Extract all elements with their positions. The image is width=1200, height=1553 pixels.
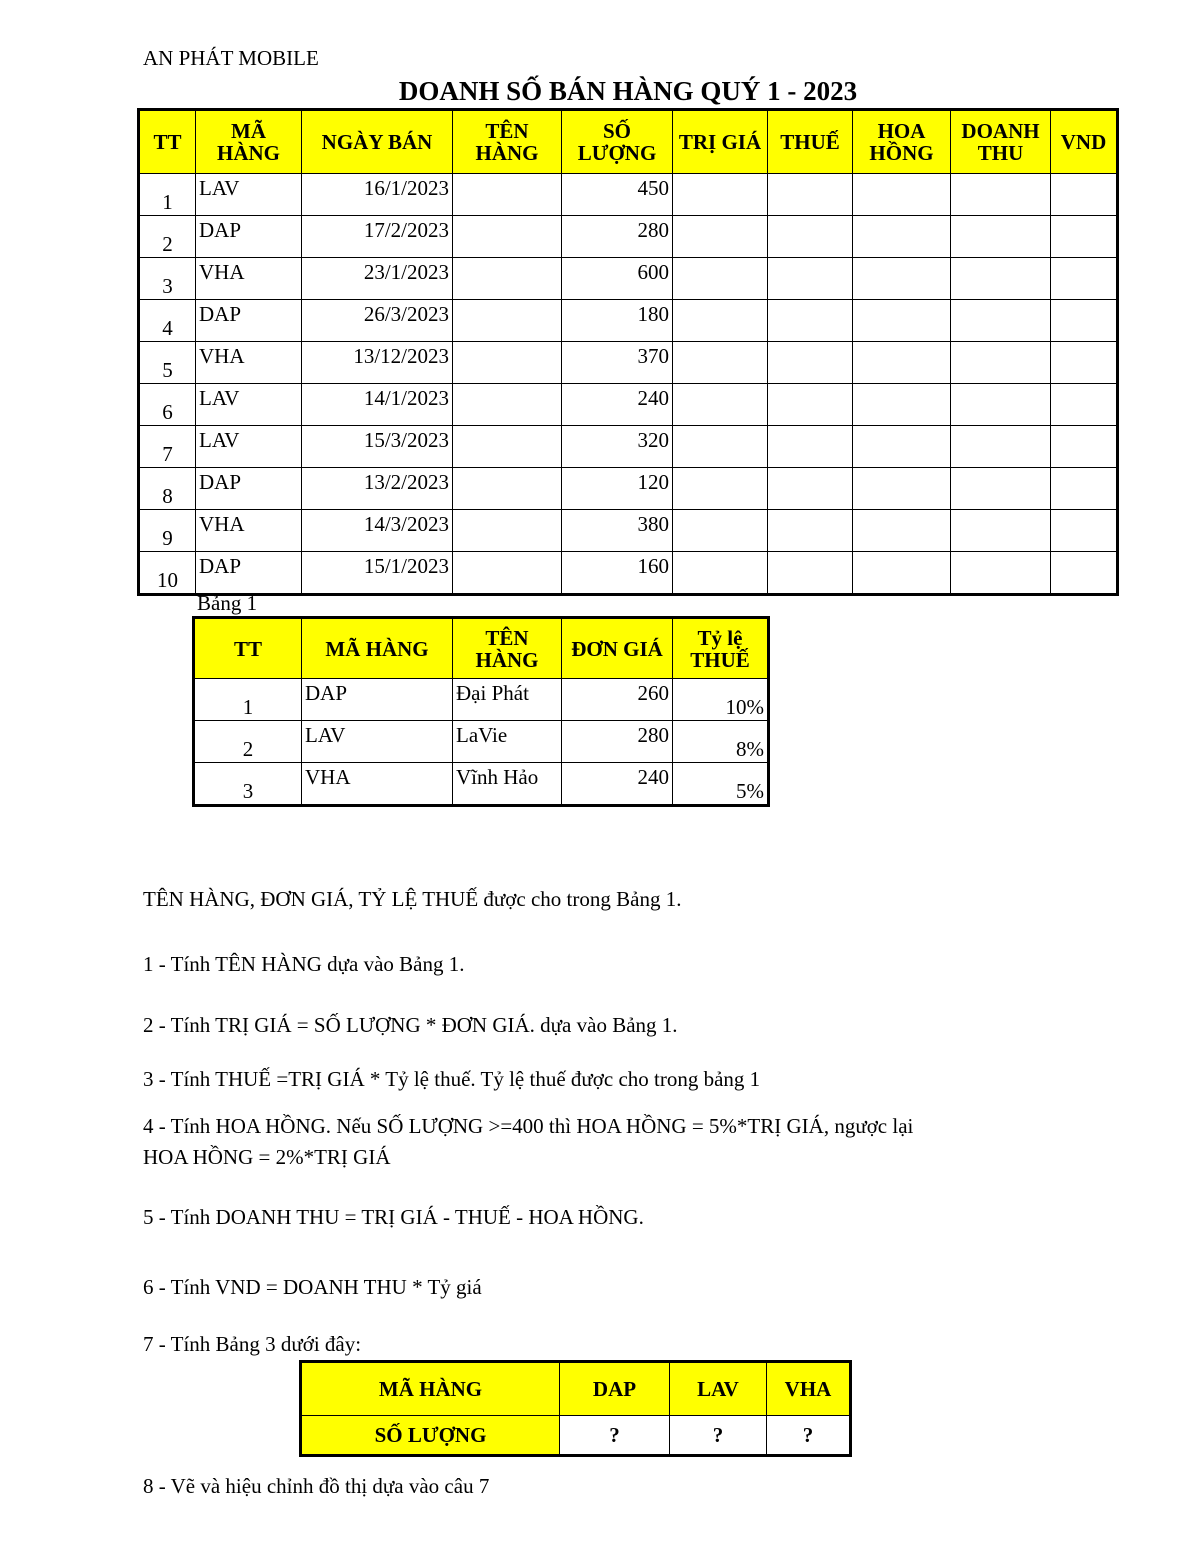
quantity: 280 bbox=[562, 216, 673, 258]
unit-price: 240 bbox=[562, 763, 673, 806]
instruction-8: 8 - Vẽ và hiệu chỉnh đồ thị dựa vào câu 7 bbox=[143, 1474, 490, 1498]
revenue-cell bbox=[951, 216, 1051, 258]
col-header-hoa-hong: HOA HỒNG bbox=[853, 110, 951, 174]
col-header-ten-hang: TÊN HÀNG bbox=[453, 110, 562, 174]
instruction-2: 2 - Tính TRỊ GIÁ = SỐ LƯỢNG * ĐƠN GIÁ. dựa vào Bảng 1. bbox=[143, 1013, 678, 1037]
t3-label-so-luong: SỐ LƯỢNG bbox=[301, 1416, 560, 1456]
row-number: 6 bbox=[139, 384, 196, 426]
product-name-cell bbox=[453, 258, 562, 300]
t3-code-lav: LAV bbox=[670, 1362, 767, 1416]
page-title: DOANH SỐ BÁN HÀNG QUÝ 1 - 2023 bbox=[398, 76, 858, 106]
table-row bbox=[139, 258, 1118, 300]
t1-header-ma-hang: MÃ HÀNG bbox=[302, 618, 453, 679]
product-code: VHA bbox=[196, 510, 302, 552]
row-number: 9 bbox=[139, 510, 196, 552]
unit-price: 260 bbox=[562, 679, 673, 721]
product-name: Vĩnh Hảo bbox=[453, 763, 562, 806]
revenue-cell bbox=[951, 552, 1051, 595]
quantity: 120 bbox=[562, 468, 673, 510]
tax-cell bbox=[768, 258, 853, 300]
col-header-so-luong: SỐ LƯỢNG bbox=[562, 110, 673, 174]
instructions-intro: TÊN HÀNG, ĐƠN GIÁ, TỶ LỆ THUẾ được cho trong Bảng 1. bbox=[143, 887, 682, 911]
product-name-cell bbox=[453, 300, 562, 342]
instruction-6: 6 - Tính VND = DOANH THU * Tỷ giá bbox=[143, 1275, 482, 1299]
commission-cell bbox=[853, 426, 951, 468]
col-header-tt: TT bbox=[139, 110, 196, 174]
value-cell bbox=[673, 216, 768, 258]
table-row bbox=[139, 300, 1118, 342]
t3-code-vha: VHA bbox=[767, 1362, 851, 1416]
vnd-cell bbox=[1051, 510, 1118, 552]
commission-cell bbox=[853, 342, 951, 384]
row-number: 1 bbox=[139, 174, 196, 216]
instruction-4 bbox=[143, 1111, 1043, 1173]
sale-date: 16/1/2023 bbox=[302, 174, 453, 216]
lookup-table-body bbox=[194, 679, 769, 806]
value-cell bbox=[673, 552, 768, 595]
commission-cell bbox=[853, 510, 951, 552]
product-code: DAP bbox=[302, 679, 453, 721]
commission-cell bbox=[853, 174, 951, 216]
instruction-1: 1 - Tính TÊN HÀNG dựa vào Bảng 1. bbox=[143, 952, 465, 976]
product-code: DAP bbox=[196, 300, 302, 342]
sale-date: 13/12/2023 bbox=[302, 342, 453, 384]
sale-date: 13/2/2023 bbox=[302, 468, 453, 510]
quantity: 180 bbox=[562, 300, 673, 342]
revenue-cell bbox=[951, 510, 1051, 552]
row-number: 7 bbox=[139, 426, 196, 468]
table-row bbox=[139, 468, 1118, 510]
t1-header-tt: TT bbox=[194, 618, 302, 679]
product-name-cell bbox=[453, 426, 562, 468]
vnd-cell bbox=[1051, 174, 1118, 216]
tax-rate: 8% bbox=[673, 721, 769, 763]
product-name-cell bbox=[453, 510, 562, 552]
table-row bbox=[194, 679, 769, 721]
table-row bbox=[139, 426, 1118, 468]
t3-label-ma-hang: MÃ HÀNG bbox=[301, 1362, 560, 1416]
product-name-cell bbox=[453, 216, 562, 258]
t1-header-don-gia: ĐƠN GIÁ bbox=[562, 618, 673, 679]
row-number: 1 bbox=[194, 679, 302, 721]
table-row bbox=[194, 763, 769, 806]
col-header-tri-gia: TRỊ GIÁ bbox=[673, 110, 768, 174]
product-code: DAP bbox=[196, 216, 302, 258]
revenue-cell bbox=[951, 342, 1051, 384]
product-name-cell bbox=[453, 384, 562, 426]
commission-cell bbox=[853, 216, 951, 258]
col-header-vnd: VND bbox=[1051, 110, 1118, 174]
vnd-cell bbox=[1051, 552, 1118, 595]
vnd-cell bbox=[1051, 426, 1118, 468]
value-cell bbox=[673, 468, 768, 510]
commission-cell bbox=[853, 468, 951, 510]
sale-date: 14/1/2023 bbox=[302, 384, 453, 426]
value-cell bbox=[673, 174, 768, 216]
commission-cell bbox=[853, 258, 951, 300]
value-cell bbox=[673, 426, 768, 468]
revenue-cell bbox=[951, 258, 1051, 300]
row-number: 3 bbox=[194, 763, 302, 806]
quantity: 160 bbox=[562, 552, 673, 595]
value-cell bbox=[673, 300, 768, 342]
product-name-cell bbox=[453, 174, 562, 216]
sale-date: 23/1/2023 bbox=[302, 258, 453, 300]
product-name-cell bbox=[453, 552, 562, 595]
instruction-3: 3 - Tính THUẾ =TRỊ GIÁ * Tỷ lệ thuế. Tỷ lệ thuế được cho trong bảng 1 bbox=[143, 1067, 761, 1091]
col-header-thue: THUẾ bbox=[768, 110, 853, 174]
sales-table-header bbox=[139, 110, 1118, 174]
table-row bbox=[194, 721, 769, 763]
table-row bbox=[139, 552, 1118, 595]
vnd-cell bbox=[1051, 258, 1118, 300]
sale-date: 15/3/2023 bbox=[302, 426, 453, 468]
row-number: 5 bbox=[139, 342, 196, 384]
vnd-cell bbox=[1051, 216, 1118, 258]
product-code: LAV bbox=[196, 174, 302, 216]
quantity: 240 bbox=[562, 384, 673, 426]
product-name-cell bbox=[453, 468, 562, 510]
instruction-7: 7 - Tính Bảng 3 dưới đây: bbox=[143, 1332, 362, 1356]
sale-date: 14/3/2023 bbox=[302, 510, 453, 552]
product-code: LAV bbox=[196, 426, 302, 468]
product-code: VHA bbox=[196, 258, 302, 300]
product-code: DAP bbox=[196, 552, 302, 595]
t1-header-ten-hang: TÊN HÀNG bbox=[453, 618, 562, 679]
tax-cell bbox=[768, 384, 853, 426]
product-name: Đại Phát bbox=[453, 679, 562, 721]
quantity: 320 bbox=[562, 426, 673, 468]
table-row bbox=[139, 342, 1118, 384]
row-number: 10 bbox=[139, 552, 196, 595]
tax-cell bbox=[768, 342, 853, 384]
tax-rate: 5% bbox=[673, 763, 769, 806]
vnd-cell bbox=[1051, 300, 1118, 342]
quantity: 380 bbox=[562, 510, 673, 552]
table-row bbox=[139, 510, 1118, 552]
t3-value-dap: ? bbox=[560, 1416, 670, 1456]
instruction-4-line2: HOA HỒNG = 2%*TRỊ GIÁ bbox=[143, 1145, 391, 1169]
revenue-cell bbox=[951, 384, 1051, 426]
value-cell bbox=[673, 384, 768, 426]
product-name-cell bbox=[453, 342, 562, 384]
t1-header-ty-le-thue: Tỷ lệ THUẾ bbox=[673, 618, 769, 679]
commission-cell bbox=[853, 300, 951, 342]
tax-cell bbox=[768, 510, 853, 552]
t3-value-lav: ? bbox=[670, 1416, 767, 1456]
vnd-cell bbox=[1051, 342, 1118, 384]
tax-cell bbox=[768, 300, 853, 342]
row-number: 4 bbox=[139, 300, 196, 342]
product-code: LAV bbox=[302, 721, 453, 763]
revenue-cell bbox=[951, 174, 1051, 216]
product-code: LAV bbox=[196, 384, 302, 426]
table-row bbox=[139, 174, 1118, 216]
commission-cell bbox=[853, 384, 951, 426]
table-row bbox=[139, 384, 1118, 426]
row-number: 3 bbox=[139, 258, 196, 300]
value-cell bbox=[673, 510, 768, 552]
product-code: VHA bbox=[302, 763, 453, 806]
tax-cell bbox=[768, 426, 853, 468]
col-header-ngay-ban: NGÀY BÁN bbox=[302, 110, 453, 174]
row-number: 2 bbox=[139, 216, 196, 258]
sales-table bbox=[137, 108, 1119, 596]
product-code: DAP bbox=[196, 468, 302, 510]
product-code: VHA bbox=[196, 342, 302, 384]
value-cell bbox=[673, 258, 768, 300]
sales-table-body bbox=[139, 174, 1118, 595]
lookup-table bbox=[192, 616, 770, 807]
tax-cell bbox=[768, 216, 853, 258]
sale-date: 26/3/2023 bbox=[302, 300, 453, 342]
tax-cell bbox=[768, 468, 853, 510]
tax-cell bbox=[768, 552, 853, 595]
t3-code-dap: DAP bbox=[560, 1362, 670, 1416]
instruction-5: 5 - Tính DOANH THU = TRỊ GIÁ - THUẾ - HOA HỒNG. bbox=[143, 1205, 644, 1229]
revenue-cell bbox=[951, 426, 1051, 468]
sale-date: 15/1/2023 bbox=[302, 552, 453, 595]
row-number: 2 bbox=[194, 721, 302, 763]
sale-date: 17/2/2023 bbox=[302, 216, 453, 258]
summary-table bbox=[299, 1360, 852, 1457]
commission-cell bbox=[853, 552, 951, 595]
revenue-cell bbox=[951, 300, 1051, 342]
revenue-cell bbox=[951, 468, 1051, 510]
value-cell bbox=[673, 342, 768, 384]
t3-value-vha: ? bbox=[767, 1416, 851, 1456]
tax-cell bbox=[768, 174, 853, 216]
product-name: LaVie bbox=[453, 721, 562, 763]
quantity: 450 bbox=[562, 174, 673, 216]
col-header-doanh-thu: DOANH THU bbox=[951, 110, 1051, 174]
vnd-cell bbox=[1051, 384, 1118, 426]
unit-price: 280 bbox=[562, 721, 673, 763]
vnd-cell bbox=[1051, 468, 1118, 510]
table1-label: Bảng 1 bbox=[197, 591, 258, 615]
row-number: 8 bbox=[139, 468, 196, 510]
table-row bbox=[139, 216, 1118, 258]
col-header-ma-hang: MÃ HÀNG bbox=[196, 110, 302, 174]
instruction-4-line1: 4 - Tính HOA HỒNG. Nếu SỐ LƯỢNG >=400 thì HOA HỒNG = 5%*TRỊ GIÁ, ngược lại bbox=[143, 1114, 914, 1138]
quantity: 600 bbox=[562, 258, 673, 300]
tax-rate: 10% bbox=[673, 679, 769, 721]
company-name: AN PHÁT MOBILE bbox=[143, 46, 319, 70]
quantity: 370 bbox=[562, 342, 673, 384]
